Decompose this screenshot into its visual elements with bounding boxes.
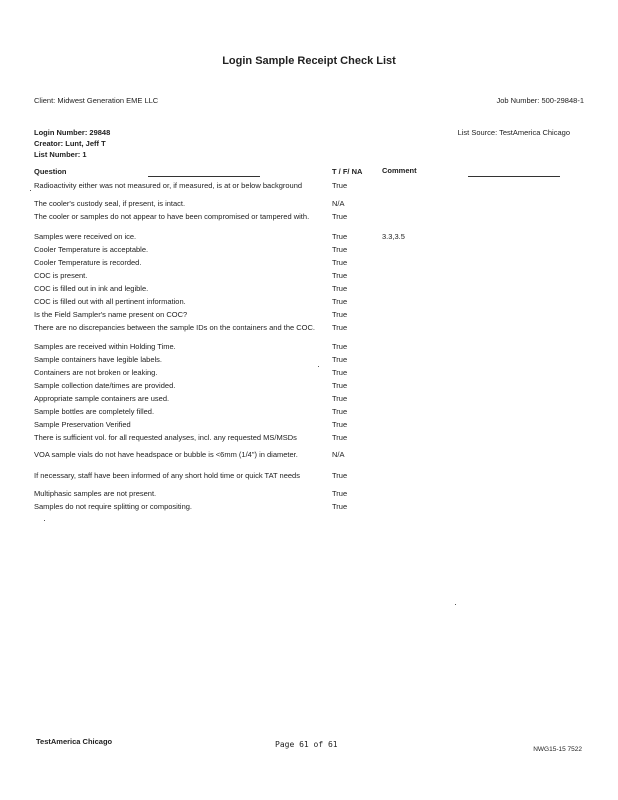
header-answer: T / F/ NA — [332, 167, 363, 176]
login-number: Login Number: 29848 — [34, 128, 111, 137]
answer-value: True — [332, 245, 348, 254]
footer-lab: TestAmerica Chicago — [36, 737, 113, 746]
page-title: Login Sample Receipt Check List — [222, 55, 396, 67]
answer-value: True — [332, 407, 348, 416]
question-text: Sample containers have legible labels. — [34, 355, 162, 364]
scan-speck — [44, 520, 45, 521]
answer-value: True — [332, 284, 348, 293]
answer-value: True — [332, 502, 348, 511]
question-text: There are no discrepancies between the sample IDs on the containers and the COC. — [34, 323, 315, 332]
header-rule-left — [148, 176, 260, 177]
answer-value: True — [332, 297, 348, 306]
job-number: Job Number: 500-29848-1 — [496, 96, 584, 105]
question-text: Sample collection date/times are provided. — [34, 381, 176, 390]
question-text: If necessary, staff have been informed of any short hold time or quick TAT needs — [34, 471, 300, 480]
question-text: Containers are not broken or leaking. — [34, 368, 158, 377]
scan-speck — [30, 190, 31, 191]
answer-value: True — [332, 381, 348, 390]
question-text: Samples were received on ice. — [34, 232, 137, 241]
answer-value: True — [332, 355, 348, 364]
answer-value: N/A — [332, 199, 345, 208]
scan-speck — [455, 604, 456, 605]
header-question: Question — [34, 167, 67, 176]
answer-value: True — [332, 471, 348, 480]
question-text: Appropriate sample containers are used. — [34, 394, 170, 403]
answer-value: True — [332, 181, 348, 190]
list-source: List Source: TestAmerica Chicago — [457, 128, 570, 137]
header-comment: Comment — [382, 166, 417, 175]
answer-value: True — [332, 342, 348, 351]
document-id: NWG15-15 7522 — [533, 746, 582, 753]
question-text: Samples do not require splitting or compositing. — [34, 502, 192, 511]
question-text: Sample bottles are completely filled. — [34, 407, 155, 416]
question-text: COC is filled out with all pertinent information. — [34, 297, 186, 306]
question-text: VOA sample vials do not have headspace or bubble is <6mm (1/4") in diameter. — [34, 450, 298, 459]
question-text: Cooler Temperature is acceptable. — [34, 245, 149, 254]
comment-value: 3.3,3.5 — [382, 232, 405, 241]
creator: Creator: Lunt, Jeff T — [34, 139, 106, 148]
question-text: Radioactivity either was not measured or, if measured, is at or below background — [34, 181, 303, 190]
question-text: Multiphasic samples are not present. — [34, 489, 157, 498]
list-number: List Number: 1 — [34, 150, 87, 159]
answer-value: True — [332, 323, 348, 332]
question-text: Sample Preservation Verified — [34, 420, 131, 429]
question-text: COC is filled out in ink and legible. — [34, 284, 149, 293]
answer-value: True — [332, 232, 348, 241]
question-text: The cooler or samples do not appear to have been compromised or tampered with. — [34, 212, 310, 221]
question-text: COC is present. — [34, 271, 88, 280]
question-text: Is the Field Sampler's name present on COC? — [34, 310, 188, 319]
answer-value: True — [332, 420, 348, 429]
answer-value: True — [332, 212, 348, 221]
answer-value: True — [332, 258, 348, 267]
client-name: Client: Midwest Generation EME LLC — [34, 96, 159, 105]
question-text: The cooler's custody seal, if present, is intact. — [34, 199, 186, 208]
question-text: Cooler Temperature is recorded. — [34, 258, 142, 267]
page-number: Page 61 of 61 — [275, 740, 338, 749]
question-text: Samples are received within Holding Time. — [34, 342, 176, 351]
answer-value: True — [332, 489, 348, 498]
header-rule-right — [468, 176, 560, 177]
answer-value: True — [332, 394, 348, 403]
answer-value: True — [332, 310, 348, 319]
answer-value: True — [332, 368, 348, 377]
answer-value: True — [332, 433, 348, 442]
answer-value: True — [332, 271, 348, 280]
question-text: There is sufficient vol. for all requested analyses, incl. any requested MS/MSDs — [34, 433, 297, 442]
scan-speck — [318, 366, 319, 367]
answer-value: N/A — [332, 450, 345, 459]
